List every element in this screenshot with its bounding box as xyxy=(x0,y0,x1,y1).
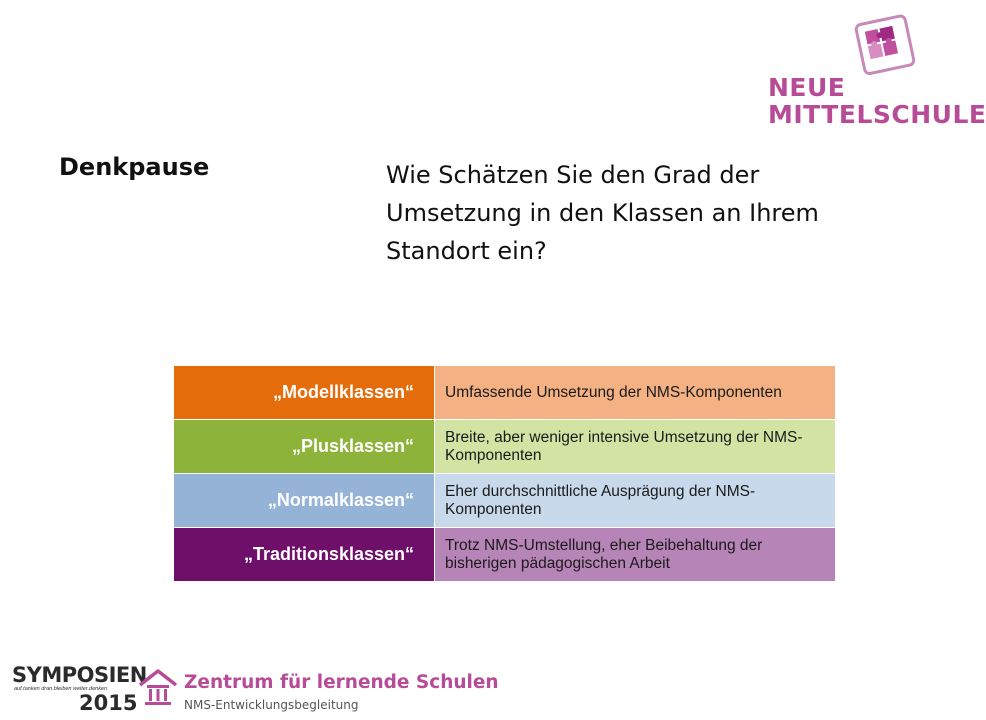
house-icon xyxy=(137,667,179,711)
logo-line-1: NEUE xyxy=(768,73,846,102)
class-description: Eher durchschnittliche Ausprägung der NMS-Komponenten xyxy=(435,474,836,528)
class-description: Breite, aber weniger intensive Umsetzung der NMS-Komponenten xyxy=(435,420,836,474)
org-subtitle: NMS-Entwicklungsbegleitung xyxy=(184,698,359,712)
slide-heading: Denkpause xyxy=(59,153,210,181)
class-label: „Normalklassen“ xyxy=(174,474,435,528)
class-label: „Modellklassen“ xyxy=(174,366,435,420)
symposien-year: 2015 xyxy=(79,691,138,715)
class-label: „Plusklassen“ xyxy=(174,420,435,474)
table-row xyxy=(174,474,836,528)
puzzle-icon xyxy=(852,14,916,76)
table-row xyxy=(174,366,836,420)
classification-table xyxy=(173,365,836,582)
org-name: Zentrum für lernende Schulen xyxy=(184,672,499,693)
table-row xyxy=(174,528,836,582)
class-description: Umfassende Umsetzung der NMS-Komponenten xyxy=(435,366,836,420)
nms-logo xyxy=(760,14,986,138)
question-text: Wie Schätzen Sie den Grad der Umsetzung in den Klassen an Ihrem Standort ein? xyxy=(386,161,819,265)
logo-line-2: MITTELSCHULE xyxy=(768,100,986,129)
symposien-tagline: auf.tanken dran.bleiben weiter.denken xyxy=(14,686,108,692)
symposien-title: SYMPOSIEN xyxy=(12,663,147,687)
table-row xyxy=(174,420,836,474)
footer xyxy=(12,663,499,717)
class-label: „Traditionsklassen“ xyxy=(174,528,435,582)
class-description: Trotz NMS-Umstellung, eher Beibehaltung der bisherigen pädagogischen Arbeit xyxy=(435,528,836,582)
